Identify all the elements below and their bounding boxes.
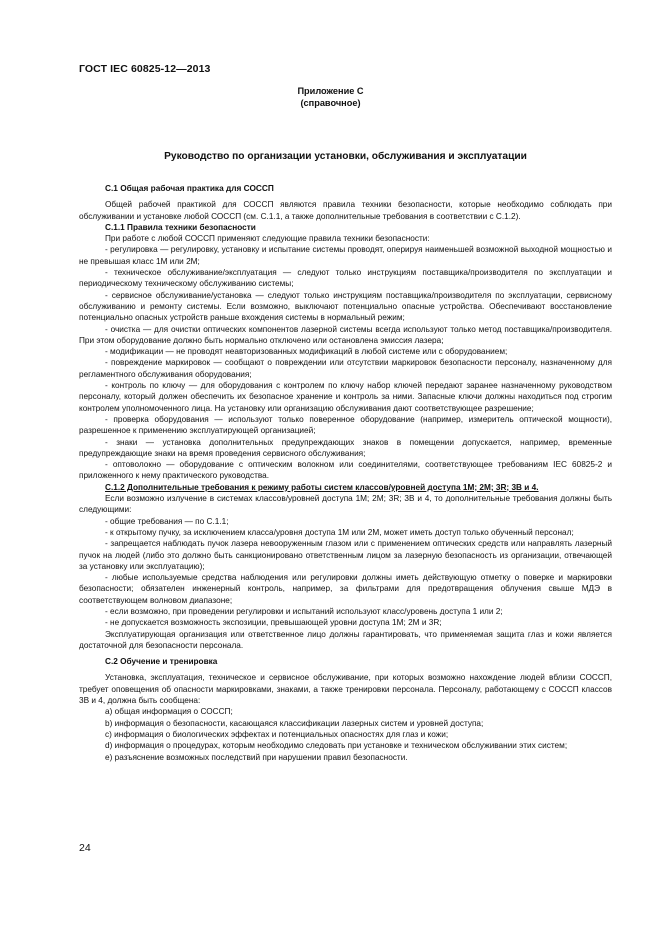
list-item: - повреждение маркировок — сообщают о повреждении или отсутствии маркировок безопасности персоналу, назначенному для регламентного обслуживания оборудования; <box>79 358 612 379</box>
list-item: - очистка — для очистки оптических компонентов лазерной системы всегда используют только метод поставщика/производителя. При этом оборудование должно быть нормально отключено или остановлена эмиссия лазера; <box>79 324 612 345</box>
page-number: 24 <box>79 842 91 854</box>
list-item: с) информация о биологических эффектах и потенциальных опасностях для глаз и кожи; <box>105 729 449 739</box>
list-item: - проверка оборудования — используют только поверенное оборудование (например, измеритель оптической мощности), разрешенное к применению эксплуатирующей организацией; <box>79 414 612 436</box>
annex-subtitle: (справочное) <box>300 98 361 108</box>
list-item: - общие требования — по С.1.1; <box>105 516 229 526</box>
section-c2-paragraph: Установка, эксплуатация, техническое и сервисное обслуживание, при которых возможно нахождение людей вблизи СОССП, требует оповещения об опасности маркировками, знаками, а также тренировки персонала. Персоналу, работающему с СОССП классов 3В и 4, должна быть сообщена: <box>79 673 612 706</box>
list-item: - любые используемые средства наблюдения или регулировки должны иметь действующую отметку о поверке и маркировки безопасности; обязателен инженерный контроль, например, за фильтрами для предотвращения облучения свыше МДЭ в соответствующем волновом диапазоне; <box>79 573 612 605</box>
main-title: Руководство по организации установки, обслуживания и эксплуатации <box>164 151 527 162</box>
section-c12-heading: С.1.2 Дополнительные требования к режиму работы систем классов/уровней доступа 1М; 2М; 3R; 3В и 4. <box>105 482 539 492</box>
list-item: е) разъяснение возможных последствий при нарушении правил безопасности. <box>105 752 408 762</box>
list-item: - знаки — установка дополнительных предупреждающих знаков в помещении допускается, например, временные предупреждающие знаки на время проведения сервисного обслуживания; <box>79 437 612 458</box>
list-item: - оптоволокно — оборудование с оптическим волокном или соединителями, соответствующее требованиям IEC 60825-2 и приложенного к нему практического руководства. <box>79 460 612 481</box>
list-item: - к открытому пучку, за исключением класса/уровня доступа 1М или 2М, может иметь доступ только обученный персонал; <box>105 527 574 537</box>
document-body <box>79 183 612 763</box>
list-item: b) информация о безопасности, касающаяся классификации лазерных систем и уровней доступа; <box>105 718 484 728</box>
section-c12-intro: Если возможно излучение в системах классов/уровней доступа 1М; 2М; 3R; 3В и 4, то дополнительные требования должны быть следующими: <box>79 494 612 515</box>
list-item: - регулировка — регулировку, установку и испытание системы проводят, оперируя наименьшей возможной выходной мощностью и не превышая класс 1М или 2М; <box>79 245 612 266</box>
list-item: - контроль по ключу — для оборудования с контролем по ключу набор ключей передают заранее назначенному руководством персоналу, который должен обеспечить их безопасное хранение и контроль за ними. Запасные ключи должны находиться под строгим контролем уполномоченного лица. На установку или организацию обслуживания дают соответствующее разрешение; <box>79 381 612 413</box>
section-c1-heading: С.1 Общая рабочая практика для СОССП <box>105 183 274 193</box>
standard-header: ГОСТ IEC 60825-12—2013 <box>79 63 211 75</box>
annex-title: Приложение С <box>297 86 364 96</box>
list-item: а) общая информация о СОССП; <box>105 707 233 717</box>
section-c1-paragraph: Общей рабочей практикой для СОССП являются правила техники безопасности, которые необходимо соблюдать при обслуживании и установке любой СОССП (см. С.1.1, а также дополнительные требования в соответствии с С.1.2). <box>79 200 612 221</box>
section-c11-heading: С.1.1 Правила техники безопасности <box>105 222 256 232</box>
list-item: - техническое обслуживание/эксплуатация — следуют только инструкциям поставщика/производителя по эксплуатации и периодическому техническому обслуживанию системы; <box>79 268 612 289</box>
list-item: - запрещается наблюдать пучок лазера невооруженным глазом или с применением оптических средств или направлять лазерный пучок на людей (либо это должно быть санкционировано ответственным лицом за лазерную безопасность из организации, отвечающей за установку или эксплуатацию); <box>79 539 612 571</box>
list-item: - если возможно, при проведении регулировки и испытаний используют класс/уровень доступа 1 или 2; <box>105 606 503 616</box>
list-item: - не допускается возможность экспозиции, превышающей уровни доступа 1М; 2М и 3R; <box>105 618 442 628</box>
section-c2-heading: С.2 Обучение и тренировка <box>105 657 218 667</box>
list-item: - модификации — не проводят неавторизованных модификаций в любой системе или с оборудованием; <box>105 347 508 357</box>
list-item: d) информация о процедурах, которым необходимо следовать при установке и техническом обслуживании этих систем; <box>105 741 568 751</box>
section-c11-intro: При работе с любой СОССП применяют следующие правила техники безопасности: <box>105 234 430 244</box>
section-c12-closing: Эксплуатирующая организация или ответственное лицо должны гарантировать, что применяемая защита глаз и кожи является достаточной для безопасности персонала. <box>79 629 612 650</box>
list-item: - сервисное обслуживание/установка — следуют только инструкциям поставщика/производителя по эксплуатации, сервисному обслуживанию и ремонту системы. Если возможно, выключают потенциально опасные устройства. Обеспечивают восстановление потенциально опасных устройств раньше вхождения системы в нормальный режим; <box>79 290 612 323</box>
